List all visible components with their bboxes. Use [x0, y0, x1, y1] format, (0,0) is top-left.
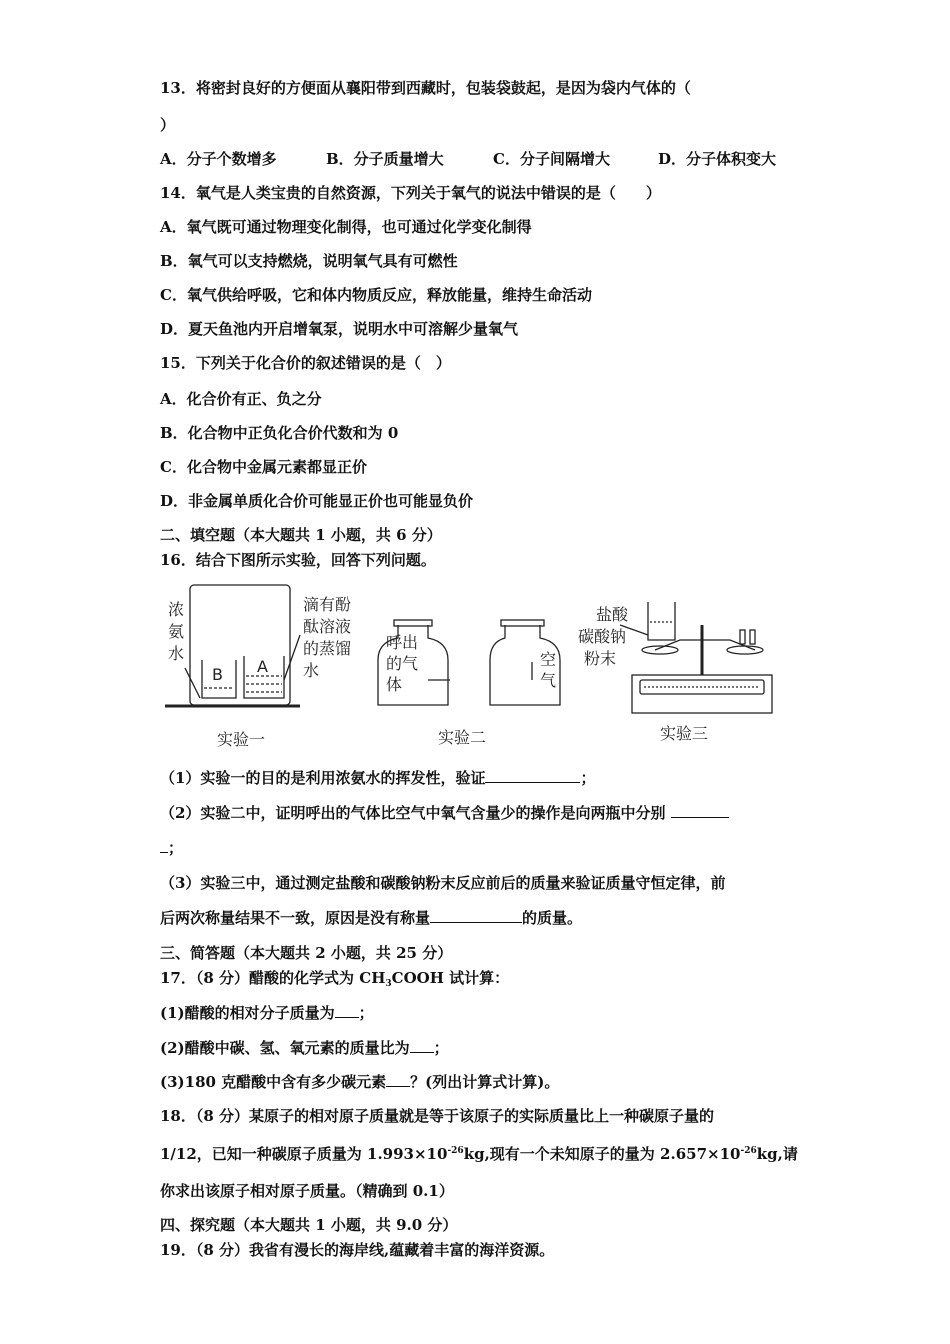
q15-option-b: B．化合物中正负化合价代数和为 0 — [160, 424, 399, 442]
q14-option-d: D．夏天鱼池内开启增氧泵，说明水中可溶解少量氧气 — [160, 320, 519, 338]
q15-option-a: A．化合价有正、负之分 — [160, 390, 322, 408]
exp1-right-label-2: 酞溶液 — [303, 617, 352, 636]
q17-part1: (1)醋酸的相对分子质量为 ； — [160, 1004, 374, 1022]
exp3-label-powder: 粉末 — [584, 649, 617, 668]
exp1-caption: 实验一 — [217, 730, 266, 749]
q16-part2-end: ； — [160, 838, 183, 858]
exp2-left-label-3: 体 — [386, 675, 403, 694]
exp2-caption: 实验二 — [438, 728, 487, 747]
q17-part3: (3)180 克醋酸中含有多少碳元素 ？(列出计算式计算)。 — [160, 1073, 560, 1091]
beaker-a-label: A — [257, 657, 268, 676]
balance-pan-left — [642, 646, 678, 654]
q18-line3: 你求出该原子相对原子质量。（精确到 0.1） — [160, 1182, 454, 1200]
flask — [648, 602, 675, 640]
q16-blank-2b[interactable] — [160, 838, 168, 853]
section-3-heading: 三、简答题（本大题共 2 小题，共 25 分） — [160, 944, 453, 962]
section-4-heading: 四、探究题（本大题共 1 小题，共 9.0 分） — [160, 1216, 458, 1234]
q18-line2: 1/12，已知一种碳原子质量为 $1.993\times 10^{-26}kg$,现有一个未知原子的量为 $2.657\times 10^{-26}kg$,请 — [160, 1145, 798, 1163]
q13-option-a: A．分子个数增多 — [160, 150, 277, 168]
q15-option-d: D．非金属单质化合价可能显正价也可能显负价 — [160, 492, 474, 510]
exp1-left-label-3: 水 — [168, 644, 185, 663]
exp3-label-sodium-carbonate: 碳酸钠 — [578, 627, 627, 646]
q19-stem: 19．（8 分）我省有漫长的海岸线,蕴藏着丰富的海洋资源。 — [160, 1241, 555, 1259]
balance-pan-right — [727, 646, 763, 654]
q16-blank-3[interactable] — [430, 908, 522, 923]
q15-option-c: C．化合物中金属元素都显正价 — [160, 458, 367, 476]
q16-part3-line2: 后两次称量结果不一致，原因是没有称量 的质量。 — [160, 909, 583, 927]
q16-part1: （1）实验一的目的是利用浓氨水的挥发性，验证 ； — [160, 769, 596, 787]
q13-option-d: D．分子体积变大 — [658, 150, 777, 168]
bell-jar — [190, 585, 290, 705]
q14-stem: 14．氧气是人类宝贵的自然资源，下列关于氧气的说法中错误的是（ ） — [160, 184, 661, 202]
exp1-right-label-3: 的蒸馏 — [303, 639, 352, 658]
exp3-caption: 实验三 — [660, 724, 709, 743]
q13-stem-end: ） — [160, 116, 176, 134]
q17-blank-1[interactable] — [335, 1003, 359, 1018]
q18-line1: 18．（8 分）某原子的相对原子质量就是等于该原子的实际质量比上一种碳原子量的 — [160, 1107, 715, 1125]
q13-option-c: C．分子间隔增大 — [493, 150, 610, 168]
q14-option-c: C．氧气供给呼吸，它和体内物质反应，释放能量，维持生命活动 — [160, 286, 592, 304]
beaker-b-label: B — [212, 665, 223, 684]
q14-option-a: A．氧气既可通过物理变化制得，也可通过化学变化制得 — [160, 218, 532, 236]
exp1-left-label-1: 浓 — [168, 600, 185, 619]
experiment-figure — [160, 580, 800, 755]
q13-stem: 13．将密封良好的方便面从襄阳带到西藏时，包装袋鼓起，是因为袋内气体的（ — [160, 79, 691, 97]
q14-option-b: B．氧气可以支持燃烧，说明氧气具有可燃性 — [160, 252, 458, 270]
exp2-right-label-1: 空 — [540, 650, 557, 669]
q17-blank-3[interactable] — [386, 1072, 410, 1087]
q15-stem: 15．下列关于化合价的叙述错误的是（ ） — [160, 354, 451, 372]
exp2-left-label-2: 的气 — [386, 654, 419, 673]
q16-blank-1[interactable] — [485, 768, 580, 783]
exp1-left-label-2: 氨 — [168, 622, 185, 641]
q17-part2: (2)醋酸中碳、氢、氧元素的质量比为 ； — [160, 1039, 449, 1057]
q16-blank-2a[interactable] — [671, 803, 729, 818]
exp2-right-label-2: 气 — [540, 671, 557, 690]
q16-part2: （2）实验二中，证明呼出的气体比空气中氧气含量少的操作是向两瓶中分别 — [160, 803, 729, 823]
q16-part3-line1: （3）实验三中，通过测定盐酸和碳酸钠粉末反应前后的质量来验证质量守恒定律，前 — [160, 874, 726, 892]
q17-blank-2[interactable] — [410, 1038, 434, 1053]
q17-stem: 17．（8 分）醋酸的化学式为 $CH_3COOH$ 试计算： — [160, 969, 510, 989]
q16-stem: 16．结合下图所示实验，回答下列问题。 — [160, 551, 436, 569]
exp3-label-hcl: 盐酸 — [596, 605, 629, 624]
section-2-heading: 二、填空题（本大题共 1 小题，共 6 分） — [160, 526, 442, 544]
exp1-right-label-4: 水 — [303, 661, 320, 680]
exp1-right-label-1: 滴有酚 — [303, 595, 352, 614]
exp2-left-label-1: 呼出 — [386, 633, 419, 652]
q13-option-b: B．分子质量增大 — [326, 150, 444, 168]
